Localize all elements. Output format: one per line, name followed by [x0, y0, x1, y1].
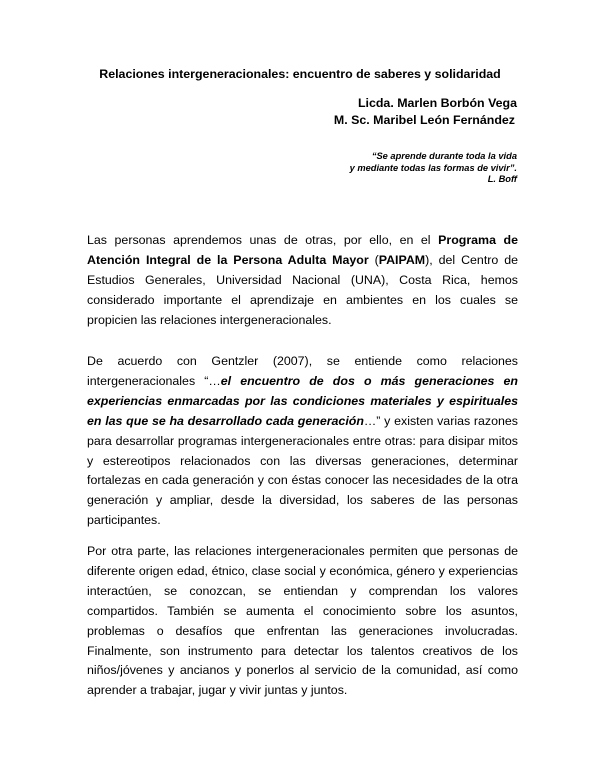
paragraph-2-text: De acuerdo con Gentzler (2007), se entiende como relaciones intergeneracionales “…	[87, 354, 518, 388]
document-title: Relaciones intergeneracionales: encuentro de saberes y solidaridad	[99, 67, 501, 81]
paragraph-3-text: Por otra parte, las relaciones intergeneracionales permiten que personas de diferente origen edad, étnico, clase social y económica, género y experiencias interactúen, se conozcan, se entiendan y comprendan los valores compartidos. También se aumenta el conocimiento sobre los asuntos, problemas o desafíos que enfrentan las generaciones involucradas. Finalmente, son instrumento para detectar los talentos creativos de los niños/jóvenes y ancianos y ponerlos al servicio de la comunidad, así como aprender a trabajar, jugar y vivir juntas y juntos.	[87, 544, 518, 698]
paragraph-2	[87, 352, 518, 531]
author-2: M. Sc. Maribel León Fernández	[333, 113, 515, 127]
epigraph-attribution: L. Boff	[487, 174, 517, 184]
definition-quote: el encuentro de dos o más generaciones en experiencias enmarcadas por las condiciones materiales y espirituales en las que se ha desarrollado cada generación	[87, 373, 518, 428]
program-acronym: PAIPAM	[378, 252, 426, 267]
paragraph-3	[87, 542, 518, 701]
paragraph-1-text: ), del Centro de Estudios Generales, Universidad Nacional (UNA), Costa Rica, hemos considerado importante el aprendizaje en ambientes en los cuales se propicien las relaciones intergeneracionales.	[87, 252, 519, 327]
paragraph-1	[87, 231, 518, 331]
paragraph-2-text: …” y existen varias razones para desarrollar programas intergeneracionales entre otras: para disipar mitos y estereotipos relacionados con las diversas generaciones, determinar fortalezas en cada generación y con éstas conocer las necesidades de la otra generación y ampliar, desde la diversidad, los saberes de las personas participantes.	[87, 413, 518, 528]
author-1: Licda. Marlen Borbón Vega	[357, 96, 517, 110]
authors-block	[334, 95, 517, 129]
paragraph-1-text: Las personas aprendemos unas de otras, por ello, en el	[87, 233, 439, 247]
program-name: Programa de Atención Integral de la Persona Adulta Mayor	[87, 233, 518, 267]
epigraph-quote	[350, 151, 517, 186]
epigraph-line-2: y mediante todas las formas de vivir”.	[349, 162, 517, 173]
epigraph-line-1: “Se aprende durante toda la vida	[371, 151, 517, 161]
paragraph-1-text: (	[368, 252, 379, 267]
